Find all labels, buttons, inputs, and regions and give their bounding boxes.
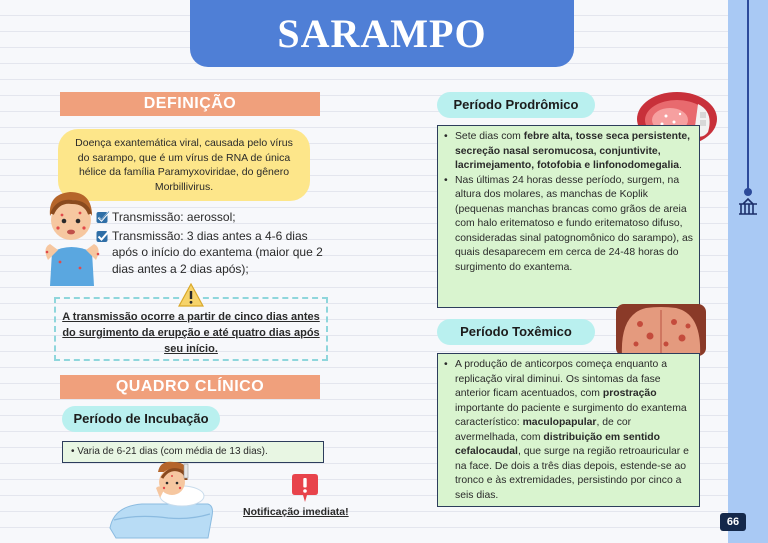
sick-child-illustration <box>40 186 104 286</box>
sick-child-bed-illustration <box>108 458 214 540</box>
toxemico-label: Período Toxêmico <box>437 319 595 345</box>
prodromico-item: • Nas últimas 24 horas desse período, surgem, na altura dos molares, as manchas de Koplik (pequenas manchas brancas como grãos de areia com halo eritematoso e fundo eritematoso difuso, consideradas sinal patognomônico do sarampo), as quais desaparecem em cerca de 24-48 horas do surgimento do exantema. <box>444 174 693 276</box>
check-item-text: Transmissão: aerossol; <box>112 210 236 224</box>
check-item-text: Transmissão: 3 dias antes a 4-6 dias após o início do exantema (maior que 2 dias antes a 2 dias após); <box>112 228 323 276</box>
definicao-text: Doença exantemática viral, causada pelo vírus do sarampo, que é um vírus de RNA de única hélice da família Paramyxoviridae, do gênero Morbillivirus. <box>58 129 310 201</box>
incubacao-box: • Varia de 6-21 dias (com média de 13 dias). <box>62 441 324 463</box>
notification-icon <box>291 472 319 504</box>
toxemico-item: • A produção de anticorpos começa enquanto a replicação viral diminui. Os sintomas da fase anterior ficam acentuados, com prostração importante do paciente e surgimento do exantema característico: maculopapular, de cor avermelhada, com distribuição em sentido cefalocaudal, que surge na região retroauricular e na face. De dois a três dias depois, estende-se ao tronco e às extremidades, persistindo por cinco a seis dias. <box>444 358 693 503</box>
page-number: 66 <box>720 513 746 531</box>
alert-box: A transmissão ocorre a partir de cinco dias antes do surgimento da erupção e até quatro dias após seu início. <box>54 297 328 361</box>
incubacao-text: Varia de 6-21 dias (com média de 13 dias). <box>77 446 268 457</box>
page-title: SARAMPO <box>190 0 574 67</box>
check-icon <box>96 229 110 243</box>
check-item <box>96 228 332 278</box>
transmission-list <box>96 209 332 279</box>
hook-icon <box>737 196 759 218</box>
prodromico-item: • Sete dias com febre alta, tosse seca persistente, secreção nasal seromucosa, conjuntivite, lacrimejamento, fotofobia e linfonodomegalia. <box>444 130 693 174</box>
incubacao-label: Período de Incubação <box>62 406 220 432</box>
warning-icon <box>178 283 204 307</box>
side-dot <box>744 188 752 196</box>
prodromico-label: Período Prodrômico <box>437 92 595 118</box>
quadro-clinico-heading: QUADRO CLÍNICO <box>60 375 320 399</box>
check-item <box>96 209 332 226</box>
notificacao-text: Notificação imediata! <box>243 506 349 518</box>
definicao-heading: DEFINIÇÃO <box>60 92 320 116</box>
rash-back-photo <box>616 304 706 356</box>
side-line <box>747 0 749 190</box>
check-icon <box>96 210 110 224</box>
side-strip <box>728 0 768 543</box>
toxemico-box <box>437 353 700 507</box>
prodromico-box <box>437 125 700 308</box>
